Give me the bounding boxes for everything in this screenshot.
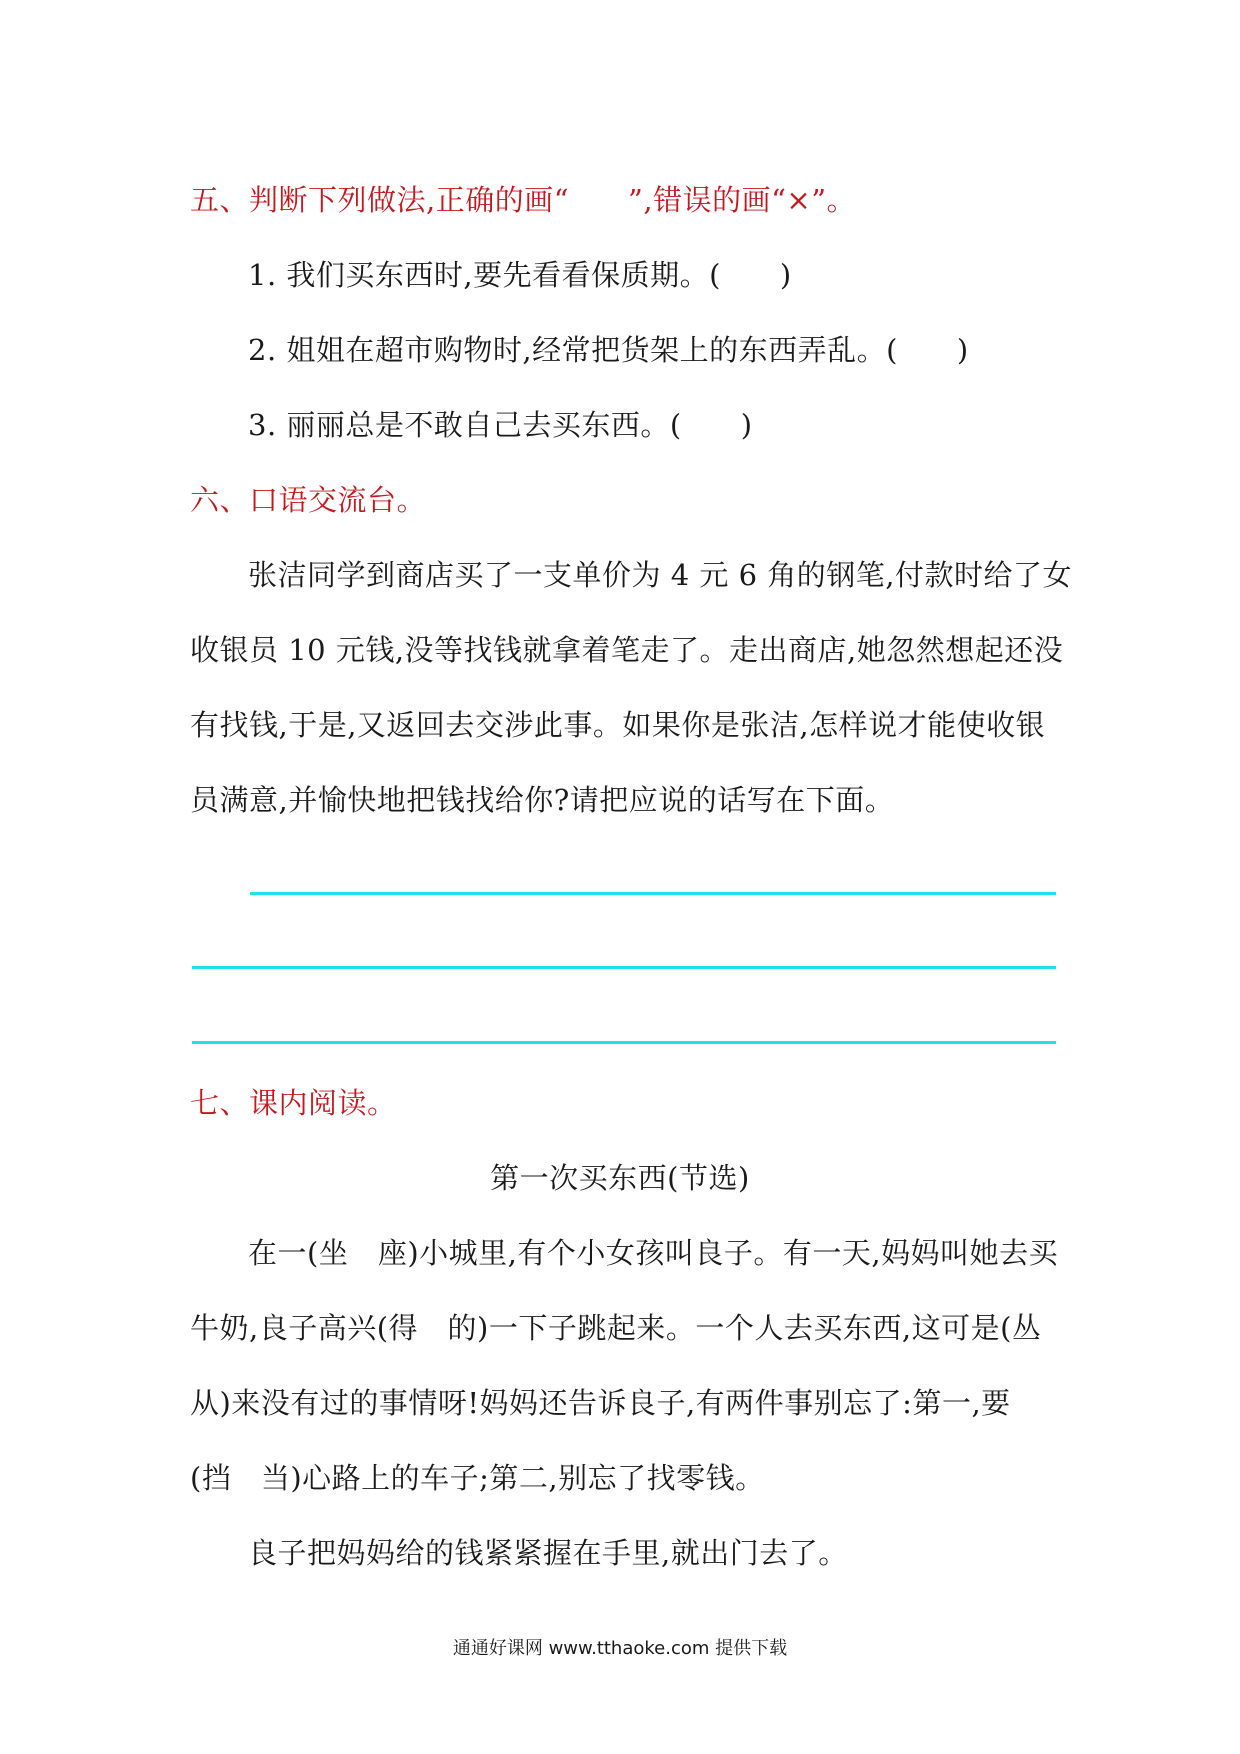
reading-line-4: (挡 当)心路上的车子;第二,别忘了找零钱。 <box>190 1461 765 1495</box>
paragraph-line-3: 有找钱,于是,又返回去交涉此事。如果你是张洁,怎样说才能使收银 <box>190 708 1046 742</box>
answer-line-2[interactable] <box>192 966 1056 969</box>
reading-line-1: 在一(坐 座)小城里,有个小女孩叫良子。有一天,妈妈叫她去买 <box>248 1236 1059 1270</box>
reading-line-2: 牛奶,良子高兴(得 的)一下子跳起来。一个人去买东西,这可是(丛 <box>190 1311 1042 1345</box>
answer-line-3[interactable] <box>192 1041 1056 1044</box>
judge-item-1: 1. 我们买东西时,要先看看保质期。( ) <box>248 258 792 292</box>
answer-line-1[interactable] <box>250 892 1056 895</box>
section6-heading: 六、口语交流台。 <box>190 483 427 517</box>
reading-title: 第一次买东西(节选) <box>490 1161 750 1195</box>
section5-heading: 五、判断下列做法,正确的画“ ”,错误的画“×”。 <box>190 183 857 217</box>
reading-line-5: 良子把妈妈给的钱紧紧握在手里,就出门去了。 <box>248 1536 848 1570</box>
footer-credit: 通通好课网 www.tthaoke.com 提供下载 <box>452 1638 788 1659</box>
judge-item-3: 3. 丽丽总是不敢自己去买东西。( ) <box>248 408 753 442</box>
reading-line-3: 从)来没有过的事情呀!妈妈还告诉良子,有两件事别忘了:第一,要 <box>190 1386 1011 1420</box>
section7-heading: 七、课内阅读。 <box>190 1086 397 1120</box>
paragraph-line-4: 员满意,并愉快地把钱找给你?请把应说的话写在下面。 <box>190 783 895 817</box>
paragraph-line-2: 收银员 10 元钱,没等找钱就拿着笔走了。走出商店,她忽然想起还没 <box>190 633 1064 667</box>
judge-item-2: 2. 姐姐在超市购物时,经常把货架上的东西弄乱。( ) <box>248 333 969 367</box>
paragraph-line-1: 张洁同学到商店买了一支单价为 4 元 6 角的钢笔,付款时给了女 <box>248 558 1072 592</box>
